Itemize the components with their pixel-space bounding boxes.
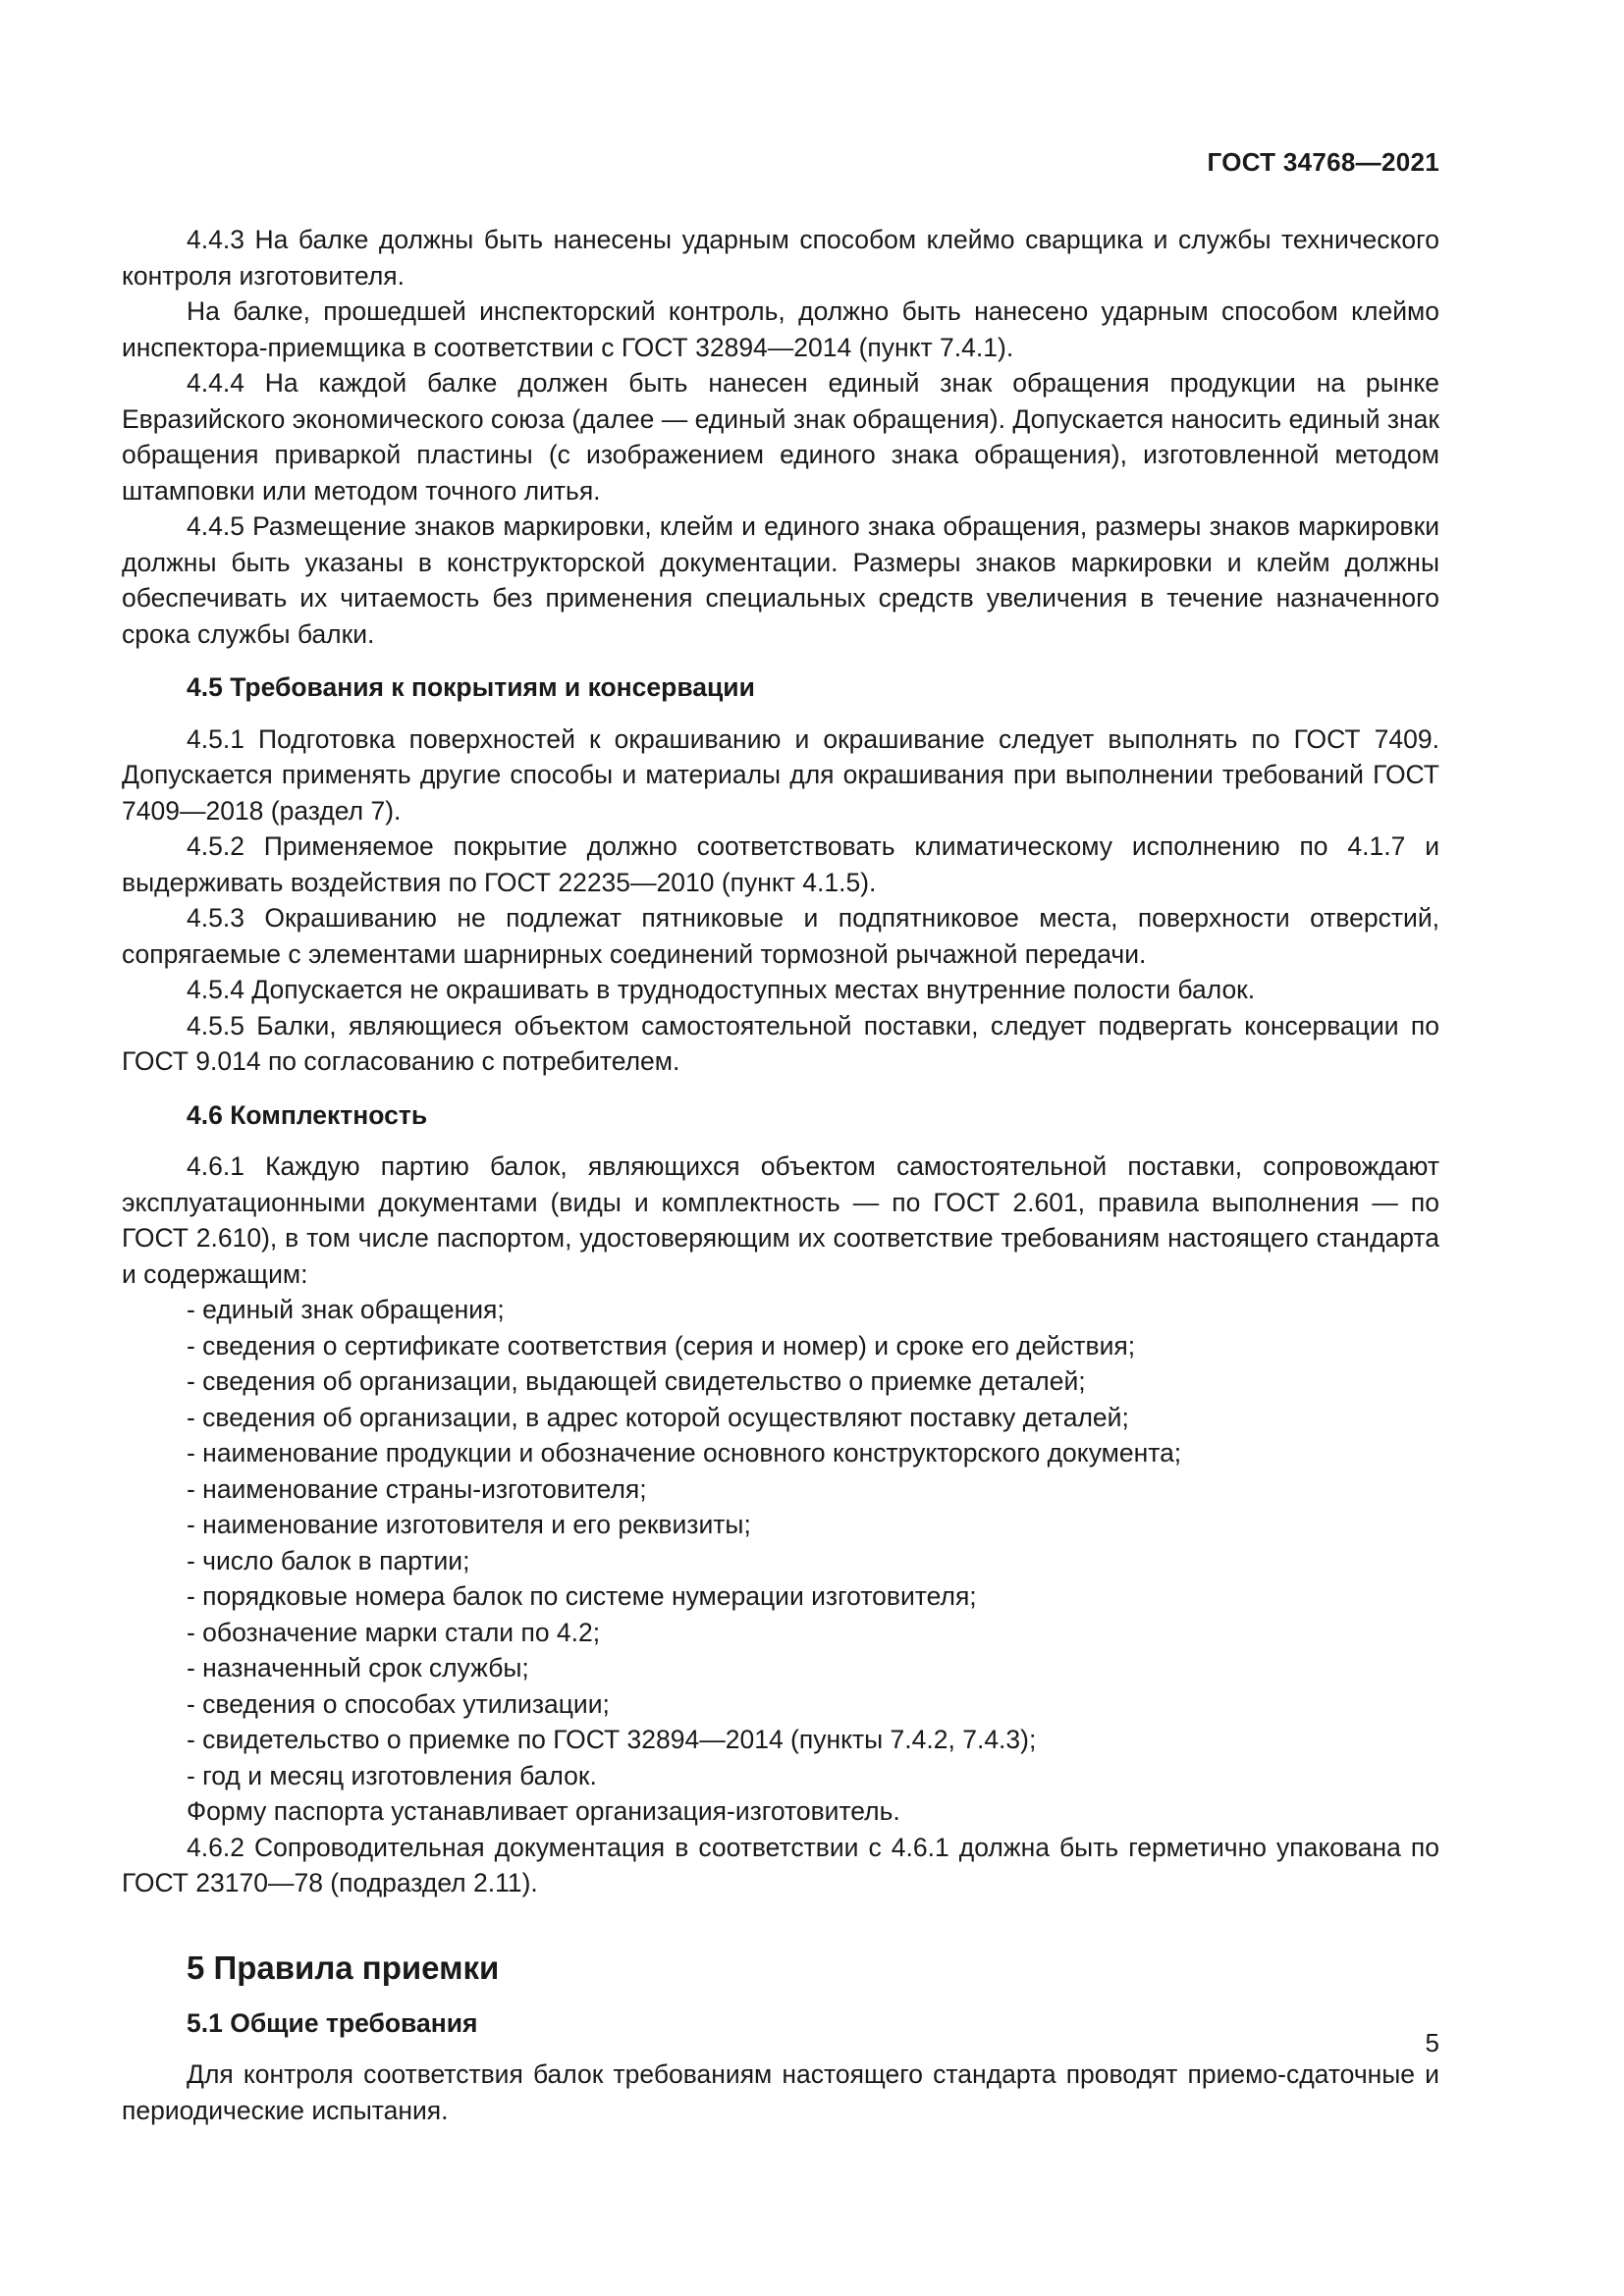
paragraph-5-1: Для контроля соответствия балок требованиям настоящего стандарта проводят приемо-сдаточные и периодические испытания. xyxy=(122,2059,1439,2125)
list-item: - обозначение марки стали по 4.2; xyxy=(187,1617,601,1647)
page-content xyxy=(122,222,1439,2128)
list-item: - наименование страны-изготовителя; xyxy=(187,1473,647,1504)
heading-4-6: 4.6 Комплектность xyxy=(187,1099,428,1130)
heading-section-5: 5 Правила приемки xyxy=(187,1949,500,1986)
list-item: - год и месяц изготовления балок. xyxy=(187,1760,597,1790)
list-item: - число балок в партии; xyxy=(187,1545,470,1575)
list-item: - сведения о сертификате соответствия (серия и номер) и сроке его действия; xyxy=(187,1330,1136,1361)
list-item: - порядковые номера балок по системе нумерации изготовителя; xyxy=(187,1581,977,1611)
heading-5-1: 5.1 Общие требования xyxy=(187,2007,478,2038)
document-code: ГОСТ 34768—2021 xyxy=(1207,147,1439,177)
paragraph-4-5-3: 4.5.3 Окрашиванию не подлежат пятниковые и подпятниковое места, поверхности отверстий, сопрягаемые с элементами шарнирных соединений тормозной рычажной передачи. xyxy=(122,903,1439,969)
paragraph-4-4-5: 4.4.5 Размещение знаков маркировки, клейм и единого знака обращения, размеры знаков маркировки должны быть указаны в конструкторской документации. Размеры знаков маркировки и клейм должны обеспечивать их читаемость без применения специальных средств увеличения в течение назначенного срока службы балки. xyxy=(122,511,1439,649)
paragraph-4-6-1: 4.6.1 Каждую партию балок, являющихся объектом самостоятельной поставки, сопровождают эксплуатационными документами (виды и комплектность — по ГОСТ 2.601, правила выполнения — по ГОСТ 2.610), в том числе паспортом, удостоверяющим их соответствие требованиям настоящего стандарта и содержащим: xyxy=(122,1151,1439,1289)
paragraph-passport-form: Форму паспорта устанавливает организация-изготовитель. xyxy=(187,1796,900,1826)
paragraph-4-4-3: 4.4.3 На балке должны быть нанесены ударным способом клеймо сварщика и службы технического контроля изготовителя. xyxy=(122,225,1439,291)
list-item: - наименование продукции и обозначение основного конструкторского документа; xyxy=(187,1438,1182,1468)
passport-contents-list xyxy=(122,1292,1439,1793)
list-item: - назначенный срок службы; xyxy=(187,1653,529,1682)
paragraph-4-5-1: 4.5.1 Подготовка поверхностей к окрашиванию и окрашивание следует выполнять по ГОСТ 7409. Допускается применять другие способы и материалы для окрашивания при выполнении требований ГОСТ 7409—2018 (раздел 7). xyxy=(122,723,1439,826)
page-number: 5 xyxy=(1425,2028,1439,2057)
paragraph-4-5-2: 4.5.2 Применяемое покрытие должно соответствовать климатическому исполнению по 4.1.7 и выдерживать воздействия по ГОСТ 22235—2010 (пункт 4.1.5). xyxy=(122,831,1439,897)
list-item: - свидетельство о приемке по ГОСТ 32894—2014 (пункты 7.4.2, 7.4.3); xyxy=(187,1725,1037,1754)
list-item: - сведения об организации, выдающей свидетельство о приемке деталей; xyxy=(187,1366,1086,1396)
list-item: - сведения о способах утилизации; xyxy=(187,1688,610,1719)
heading-4-5: 4.5 Требования к покрытиям и консервации xyxy=(187,672,755,702)
paragraph-4-5-5: 4.5.5 Балки, являющиеся объектом самостоятельной поставки, следует подвергать консервации по ГОСТ 9.014 по согласованию с потребителем. xyxy=(122,1010,1439,1076)
paragraph-4-4-4: 4.4.4 На каждой балке должен быть нанесен единый знак обращения продукции на рынке Евразийского экономического союза (далее — единый знак обращения). Допускается наносить единый знак обращения приваркой пластины (с изображением единого знака обращения), изготовленной методом штамповки или методом точного литья. xyxy=(122,368,1439,506)
paragraph-4-4-3-inspector: На балке, прошедшей инспекторский контроль, должно быть нанесено ударным способом клеймо инспектора-приемщика в соответствии с ГОСТ 32894—2014 (пункт 7.4.1). xyxy=(122,296,1439,362)
list-item: - сведения об организации, в адрес которой осуществляют поставку деталей; xyxy=(187,1402,1129,1432)
paragraph-4-5-4: 4.5.4 Допускается не окрашивать в труднодоступных местах внутренние полости балок. xyxy=(187,975,1256,1004)
paragraph-4-6-2: 4.6.2 Сопроводительная документация в соответствии с 4.6.1 должна быть герметично упакована по ГОСТ 23170—78 (подраздел 2.11). xyxy=(122,1832,1439,1897)
list-item: - единый знак обращения; xyxy=(187,1295,505,1324)
list-item: - наименование изготовителя и его реквизиты; xyxy=(187,1510,751,1539)
